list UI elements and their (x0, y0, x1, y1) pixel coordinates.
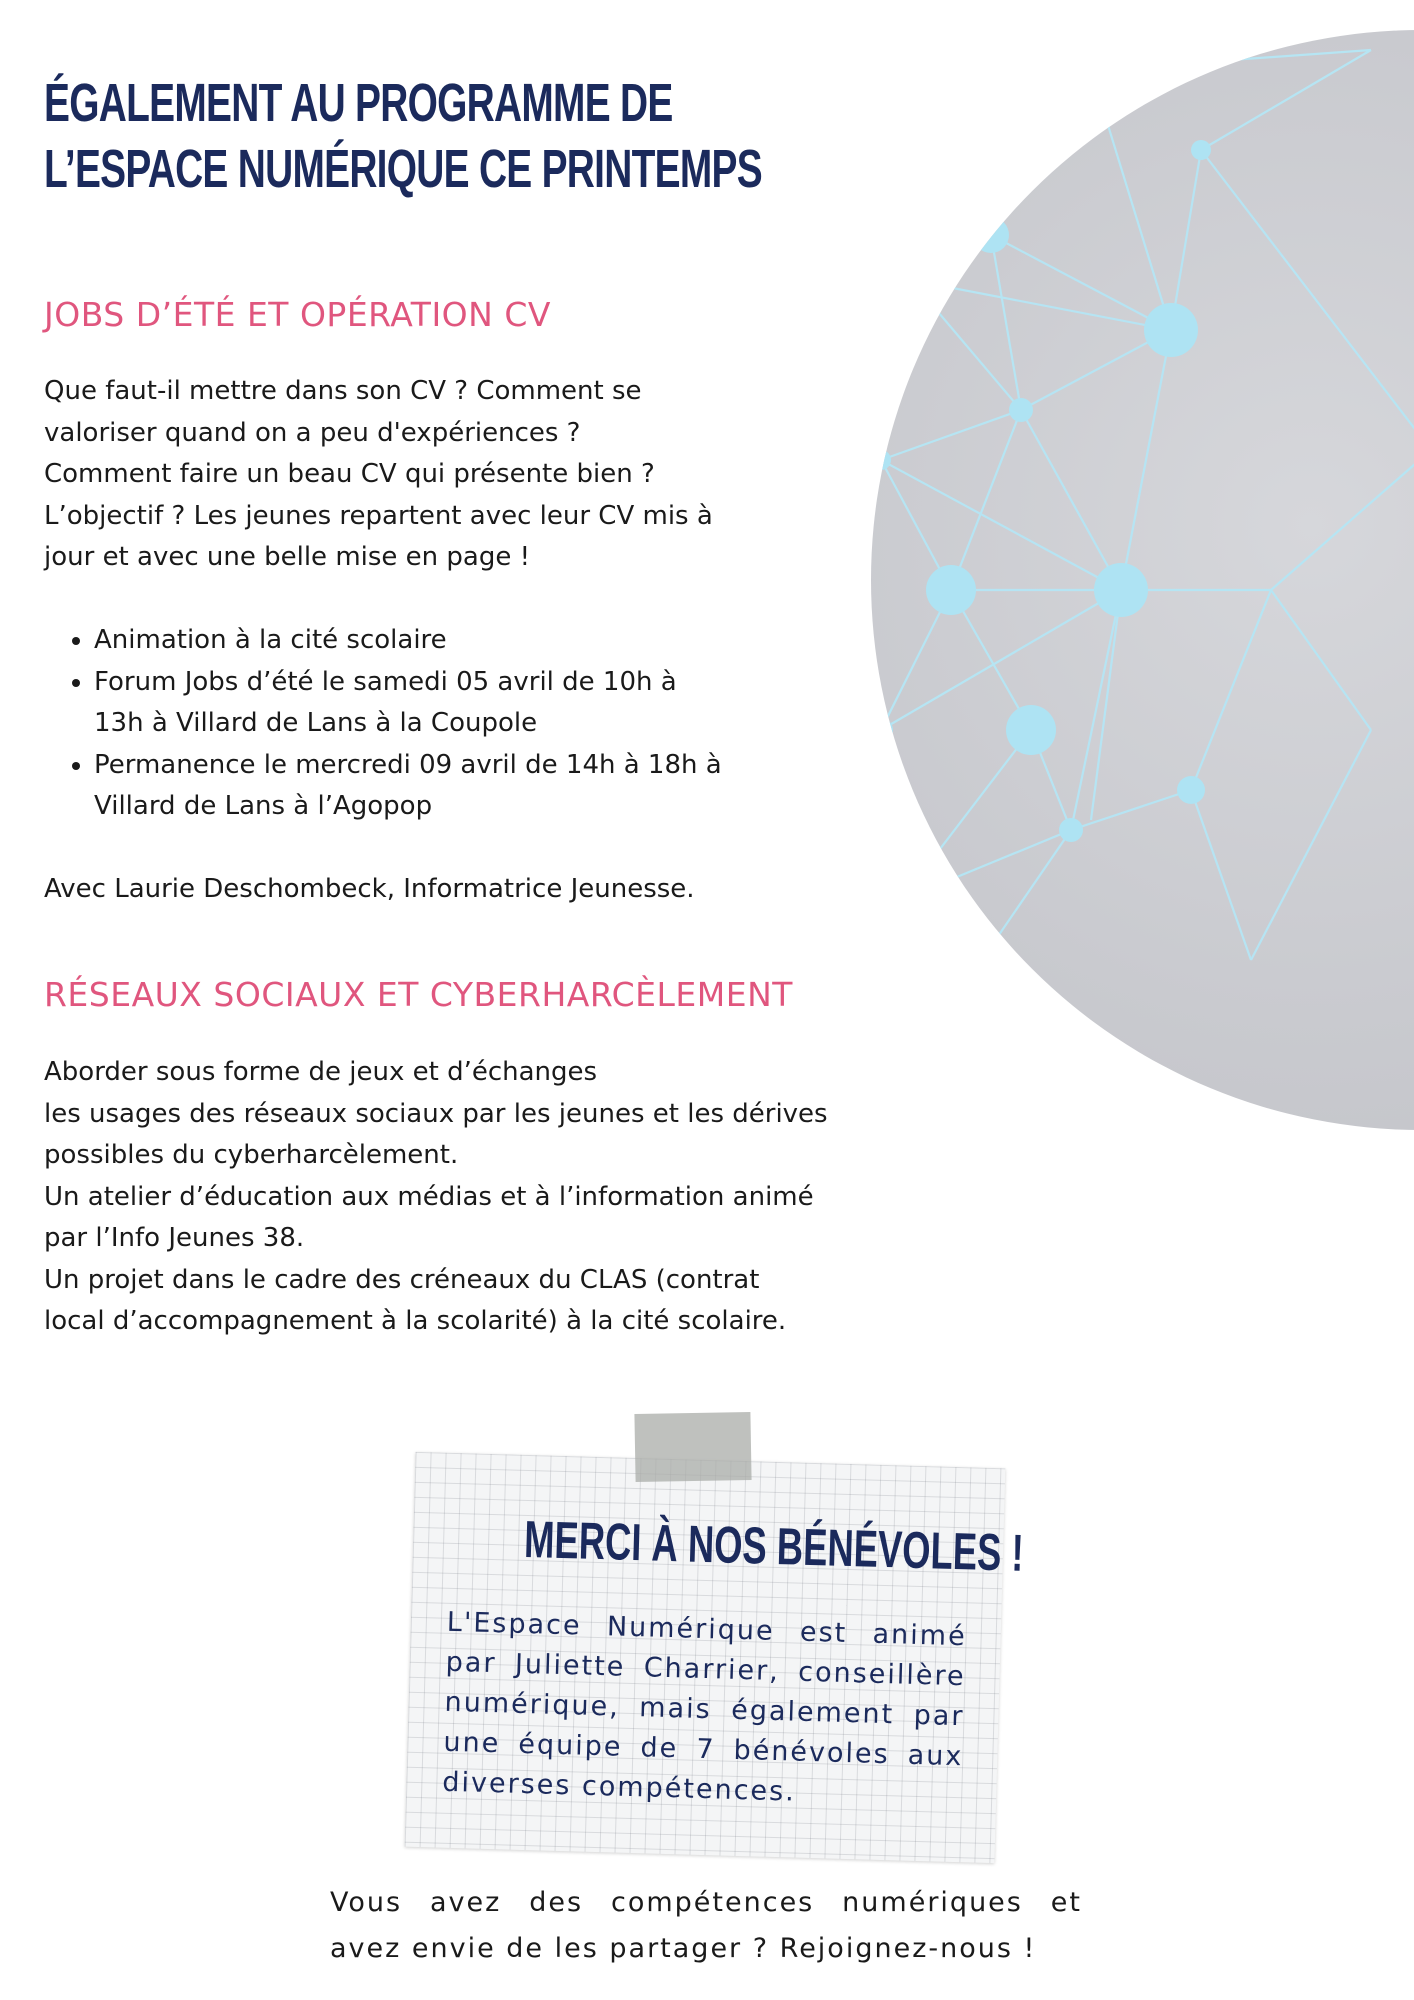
note-body (442, 1603, 967, 1817)
paragraph-line: possibles du cyberharcèlement. (44, 1140, 459, 1170)
volunteer-note-card (405, 1452, 1025, 1863)
page-title-line: L’ESPACE NUMÉRIQUE CE PRINTEMPS (44, 139, 762, 199)
paragraph-line: les usages des réseaux sociaux par les jeunes et les dérives (44, 1098, 828, 1129)
paragraph-line: local d’accompagnement à la scolarité) à la cité scolaire. (44, 1306, 787, 1336)
credit-line: Avec Laurie Deschombeck, Informatrice Jeunesse. (44, 874, 695, 904)
paragraph-line: Un projet dans le cadre des créneaux du CLAS (contrat (44, 1264, 760, 1295)
note-line: une équipe de 7 bénévoles aux (443, 1726, 964, 1773)
paragraph-line: jour et avec une belle mise en page ! (44, 542, 531, 572)
network-globe-illustration (871, 30, 1414, 1130)
paragraph-line: Que faut-il mettre dans son CV ? Comment se (44, 376, 642, 406)
note-title: MERCI À NOS BÉNÉVOLES ! (523, 1510, 1025, 1583)
list-item (94, 662, 854, 745)
note-line: numérique, mais également par (444, 1686, 965, 1733)
join-call-to-action (330, 1880, 1082, 1972)
paragraph-line: Aborder sous forme de jeux et d’échanges (44, 1057, 598, 1087)
page-title (44, 70, 836, 202)
section-heading-social: RÉSEAUX SOCIAUX ET CYBERHARCÈLEMENT (44, 975, 793, 1014)
social-paragraph (44, 1052, 828, 1343)
list-item (94, 620, 854, 662)
jobs-intro-paragraph (44, 371, 713, 579)
network-lines-graphic (871, 30, 1414, 1130)
tape-strip (634, 1412, 751, 1482)
note-line: par Juliette Charrier, conseillère (445, 1646, 966, 1693)
cta-line: Vous avez des compétences numériques et (330, 1887, 1082, 1918)
paragraph-line: Comment faire un beau CV qui présente bien ? (44, 459, 655, 489)
cta-line: avez envie de les partager ? Rejoignez-nous ! (330, 1933, 1037, 1964)
paragraph-line: Un atelier d’éducation aux médias et à l’information animé (44, 1181, 814, 1212)
list-item-line: • Permanence le mercredi 09 avril de 14h à 18h à (94, 749, 722, 780)
list-item-line: 13h à Villard de Lans à la Coupole (94, 708, 538, 738)
section-heading-jobs: JOBS D’ÉTÉ ET OPÉRATION CV (44, 295, 551, 334)
list-item-line: Villard de Lans à l’Agopop (94, 791, 433, 821)
paragraph-line: par l’Info Jeunes 38. (44, 1223, 305, 1253)
jobs-bullet-list (44, 620, 854, 828)
list-item-line: • Animation à la cité scolaire (94, 625, 447, 655)
note-line: diverses compétences. (441, 1766, 797, 1808)
paragraph-line: L’objectif ? Les jeunes repartent avec leur CV mis à (44, 500, 713, 531)
paragraph-line: valoriser quand on a peu d'expériences ? (44, 417, 581, 448)
note-line: L'Espace Numérique est animé (446, 1606, 968, 1653)
page-title-line: ÉGALEMENT AU PROGRAMME DE (44, 73, 673, 133)
list-item (94, 745, 854, 828)
list-item-line: • Forum Jobs d’été le samedi 05 avril de 10h à (94, 666, 677, 697)
jobs-credit (44, 869, 695, 911)
